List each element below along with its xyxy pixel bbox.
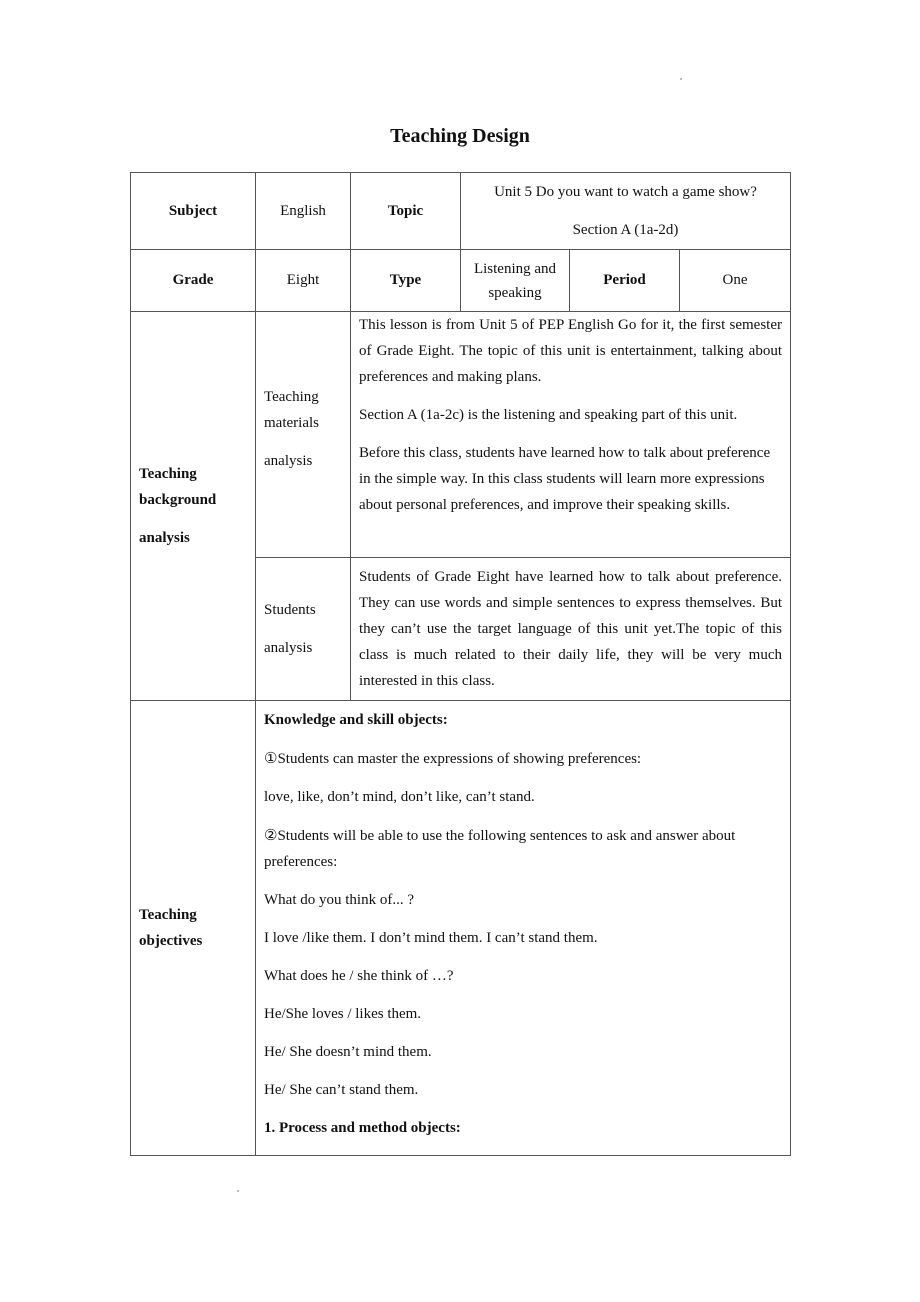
materials-label-line-3: analysis — [264, 453, 313, 469]
process-method-heading: 1. Process and method objects: — [264, 1120, 461, 1136]
grade-row — [131, 250, 791, 312]
topic-value — [461, 173, 791, 250]
period-value: One — [680, 250, 791, 312]
subject-row — [131, 173, 791, 250]
materials-row — [131, 312, 791, 558]
scan-mark-bottom — [237, 1190, 239, 1192]
sentence-4: He/She loves / likes them. — [264, 1006, 422, 1022]
objectives-label-line-2: objectives — [139, 933, 203, 949]
knowledge-skill-heading: Knowledge and skill objects: — [264, 712, 448, 728]
students-label-line-2: analysis — [264, 640, 313, 656]
background-label-line-1: Teaching — [139, 466, 197, 482]
objective-item-2-text: Students will be able to use the following sentences to ask and answer about preferences: — [264, 828, 736, 870]
subject-label: Subject — [131, 173, 256, 250]
page-title: Teaching Design — [390, 125, 530, 147]
background-analysis-label — [131, 312, 256, 701]
subject-value: English — [256, 173, 351, 250]
objectives-row — [131, 701, 791, 1156]
sentence-2: I love /like them. I don’t mind them. I can’t stand them. — [264, 930, 598, 946]
students-paragraph-1: Students of Grade Eight have learned how to talk about preference. They can use words and simple sentences to express themselves. But they can’t use the target language of this unit yet.The topic of this class is much related to their daily life, they will be very much interested in this class. — [359, 569, 782, 689]
objective-item-2 — [264, 822, 780, 875]
type-label: Type — [351, 250, 461, 312]
students-analysis-content — [351, 558, 791, 701]
sentence-1: What do you think of... ? — [264, 892, 414, 908]
objective-item-1-text: Students can master the expressions of showing preferences: — [277, 751, 642, 767]
materials-analysis-content — [351, 312, 791, 558]
background-label-line-3: analysis — [139, 530, 190, 546]
sentence-3: What does he / she think of …? — [264, 968, 454, 984]
background-label-line-2: background — [139, 492, 217, 508]
students-analysis-label — [256, 558, 351, 701]
topic-line-2: Section A (1a-2d) — [572, 222, 679, 238]
materials-paragraph-2: Section A (1a-2c) is the listening and speaking part of this unit. — [359, 407, 738, 423]
students-label-line-1: Students — [264, 602, 316, 618]
materials-label-line-1: Teaching — [264, 389, 319, 405]
grade-label: Grade — [131, 250, 256, 312]
circled-one-marker: ① — [264, 749, 278, 767]
teaching-design-table — [130, 172, 791, 1156]
preference-words: love, like, don’t mind, don’t like, can’t stand. — [264, 789, 535, 805]
scan-mark-top — [680, 78, 682, 80]
sentence-5: He/ She doesn’t mind them. — [264, 1044, 432, 1060]
period-label: Period — [570, 250, 680, 312]
materials-analysis-label — [256, 312, 351, 558]
sentence-6: He/ She can’t stand them. — [264, 1082, 419, 1098]
teaching-objectives-label — [131, 701, 256, 1156]
topic-label: Topic — [351, 173, 461, 250]
objective-item-1 — [264, 745, 780, 772]
materials-label-line-2: materials — [264, 415, 319, 431]
objectives-label-line-1: Teaching — [139, 907, 197, 923]
grade-value: Eight — [256, 250, 351, 312]
materials-paragraph-1: This lesson is from Unit 5 of PEP English Go for it, the first semester of Grade Eight. The topic of this unit is entertainment, talking about preferences and making plans. — [359, 317, 782, 385]
teaching-objectives-content — [256, 701, 791, 1156]
type-value: Listening and speaking — [461, 250, 570, 312]
materials-paragraph-3: Before this class, students have learned how to talk about preference in the simple way. In this class students will learn more expressions about personal preferences, and improve their speaking skills. — [359, 445, 771, 513]
topic-line-1: Unit 5 Do you want to watch a game show? — [494, 184, 757, 200]
circled-two-marker: ② — [264, 826, 278, 844]
